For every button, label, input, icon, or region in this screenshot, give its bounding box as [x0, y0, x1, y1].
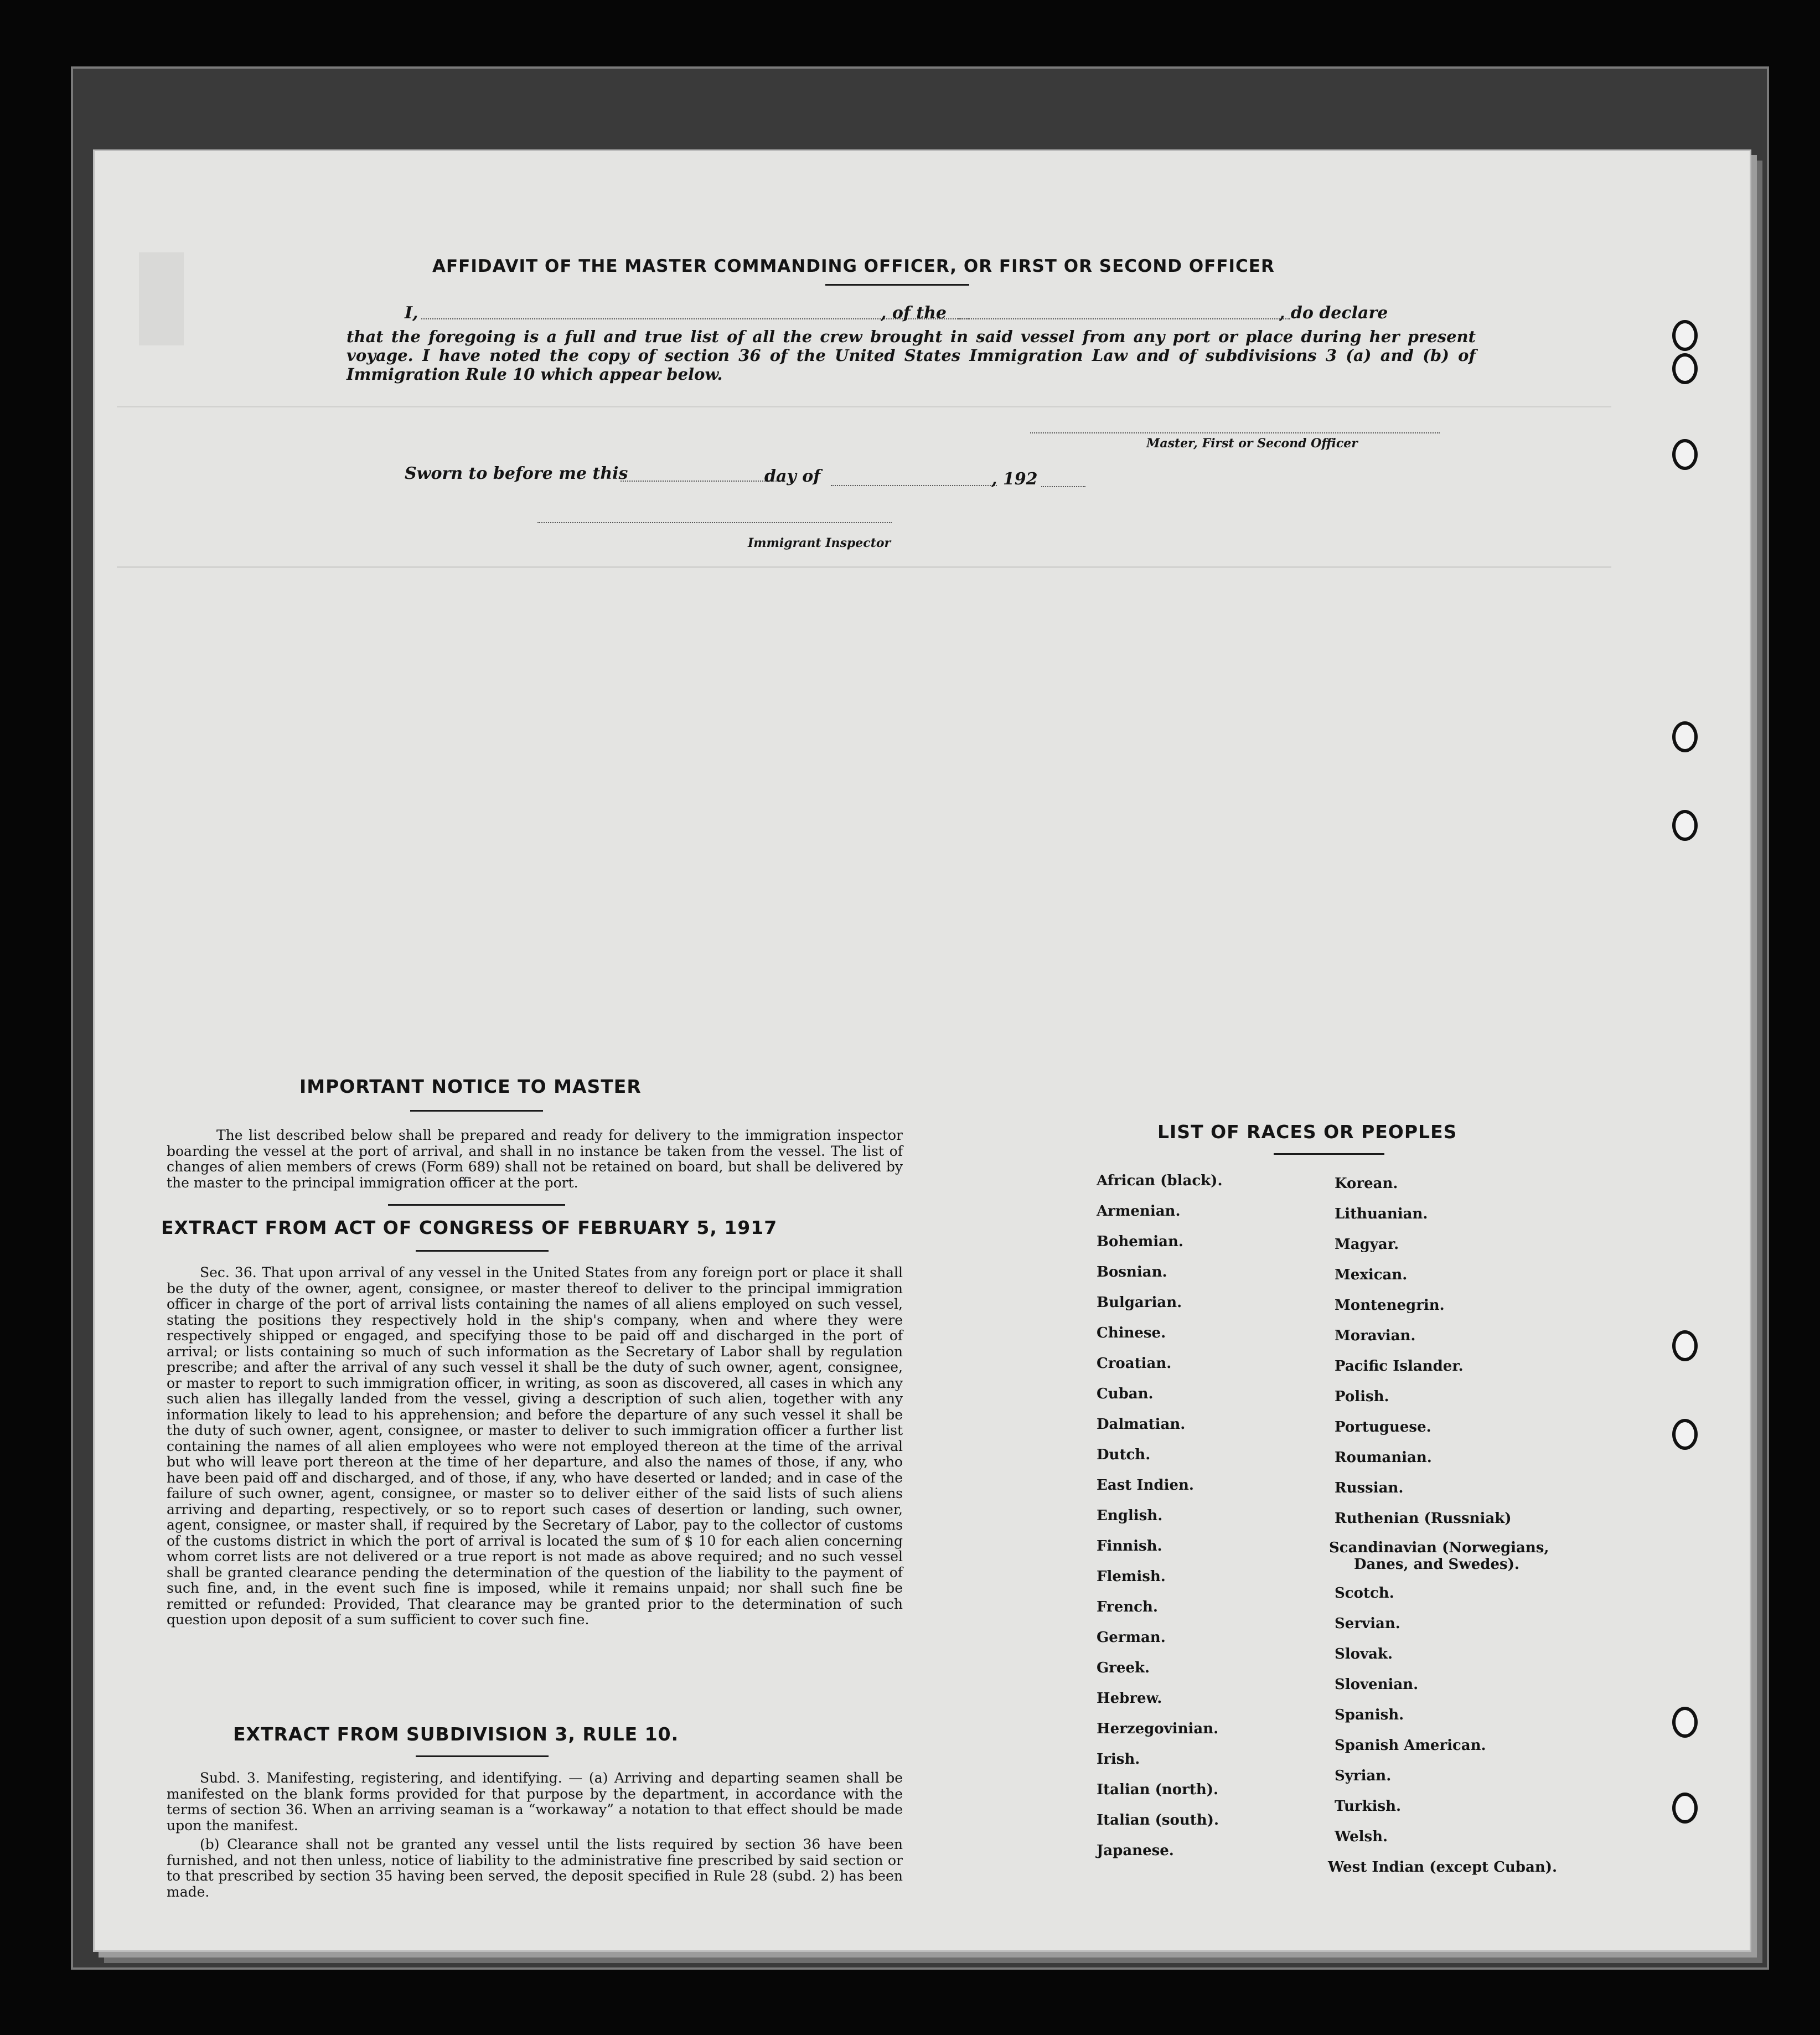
bleed-through-rule-2: [117, 566, 1611, 568]
act-title: EXTRACT FROM ACT OF CONGRESS OF FEBRUARY 5, 1917: [161, 1217, 778, 1238]
bleed-through-marks: ▮: [128, 218, 195, 359]
affidavit-body: that the foregoing is a full and true list of all the crew brought in said vessel from any port or place during her present voyage. I have noted the copy of section 36 of the United States Immigration Law and of subdivisions 3 (a) and (b) of Immigration Rule 10 which appear below.: [347, 327, 1476, 384]
act-body: Sec. 36. That upon arrival of any vessel in the United States from any foreign port or place it shall be the duty of the owner, agent, consignee, or master thereof to deliver to the principal immigration officer in charge of the port of arrival lists containing the names of all aliens employed on such vessel, stating the positions they respectively hold in the ship's company, when and where they were respectively shipped or engaged, and specifying those to be paid off and discharged in the port of arrival; or lists containing so much of such information as the Secretary of Labor shall by regulation prescribe; and after the arrival of any such vessel it shall be the duty of such owner, agent, consignee, or master to report to such immigration officer, in writing, as soon as discovered, all cases in which any such alien has illegally landed from the vessel, giving a description of such alien, together with any information likely to lead to his apprehension; and before the departure of any such vessel it shall be the duty of such owner, agent, consignee, or master to deliver to such immigration officer a further list containing the names of all alien employees who were not employed thereon at the time of the arrival but who will leave port thereon at the time of her departure, and also the names of those, if any, who have been paid off and discharged, and of those, if any, who have deserted or landed; and in case of the failure of such owner, agent, consignee, or master so to deliver either of the said lists of such aliens arriving and departing, respectively, or so to report such cases of desertion or landing, such owner, agent, consignee, or master shall, if required by the Secretary of Labor, pay to the collector of customs of the customs district in which the port of arrival is located the sum of $ 10 for each alien concerning whom corret lists are not delivered or a true report is not made as above required; and no such vessel shall be granted clearance pending the determination of the question of the liability to the payment of such fine, and, in the event such fine is imposed, while it remains unpaid; nor shall such fine be remitted or refunded: Provided, That clearance may be granted prior to the determination of such question upon deposit of a sum sufficient to cover such fine.: [167, 1264, 903, 1628]
binder-hole: [1672, 1707, 1698, 1738]
race-item: Scotch.: [1335, 1585, 1394, 1602]
race-item: Roumanian.: [1335, 1449, 1432, 1466]
races-title: LIST OF RACES OR PEOPLES: [1157, 1121, 1457, 1143]
master-signature-line[interactable]: [1030, 432, 1440, 433]
race-item: Bohemian.: [1097, 1233, 1183, 1250]
race-item: French.: [1097, 1599, 1158, 1615]
race-item: Lithuanian.: [1335, 1206, 1428, 1222]
affidavit-i: I,: [405, 303, 418, 323]
race-item: Korean.: [1335, 1175, 1398, 1192]
affidavit-title: AFFIDAVIT OF THE MASTER COMMANDING OFFICER, OR FIRST OR SECOND OFFICER: [432, 256, 1275, 276]
race-item: Flemish.: [1097, 1568, 1166, 1585]
race-item: Cuban.: [1097, 1386, 1154, 1402]
sworn-text: Sworn to before me this: [405, 464, 628, 483]
notice-end-rule: [388, 1204, 565, 1206]
race-item: Finnish.: [1097, 1538, 1162, 1554]
race-item: Chinese.: [1097, 1325, 1166, 1341]
race-item: German.: [1097, 1629, 1166, 1646]
inspector-signature-line[interactable]: [537, 522, 892, 523]
affidavit-title-rule: [825, 284, 969, 286]
notice-title-rule: [410, 1110, 543, 1112]
race-item: Dalmatian.: [1097, 1416, 1186, 1433]
race-item: Ruthenian (Russniak): [1335, 1510, 1512, 1527]
race-item: Moravian.: [1335, 1328, 1416, 1344]
race-item: Magyar.: [1335, 1236, 1399, 1253]
binder-hole: [1672, 439, 1698, 470]
race-item: Croatian.: [1097, 1355, 1172, 1372]
race-item: Welsh.: [1335, 1829, 1388, 1845]
race-item: Scandinavian (Norwegians,: [1329, 1540, 1549, 1556]
race-item: Polish.: [1335, 1388, 1389, 1405]
act-title-rule: [416, 1250, 549, 1252]
race-item: Mexican.: [1335, 1267, 1408, 1283]
race-item: Turkish.: [1335, 1798, 1402, 1815]
race-item: Spanish American.: [1335, 1737, 1486, 1754]
rule-paragraph-b: (b) Clearance shall not be granted any vessel until the lists required by section 36 have been furnished, and not then unless, notice of liability to the administrative fine prescribed by said section or to that prescribed by section 35 having been served, the deposit specified in Rule 28 (subd. 2) has been made.: [167, 1836, 903, 1900]
race-item: Japanese.: [1097, 1842, 1174, 1859]
race-item: Dutch.: [1097, 1447, 1151, 1463]
sworn-year-line[interactable]: [1041, 486, 1085, 487]
race-item: Greek.: [1097, 1660, 1150, 1676]
binder-hole: [1672, 353, 1698, 384]
race-item: Russian.: [1335, 1480, 1404, 1496]
race-item: Montenegrin.: [1335, 1297, 1445, 1314]
manifest-page: [93, 149, 1751, 1952]
affidavit-of-the: , of the: [881, 303, 947, 323]
sworn-day-line[interactable]: [621, 481, 781, 482]
notice-title: IMPORTANT NOTICE TO MASTER: [299, 1076, 642, 1097]
rule-paragraph-a: Subd. 3. Manifesting, registering, and identifying. — (a) Arriving and departing seamen shall be manifested on the blank forms provided for that purpose by the department, in accordance with the terms of section 36. When an arriving seaman is a “workaway” a notation to that effect should be made upon the manifest.: [167, 1770, 903, 1833]
race-item: Syrian.: [1335, 1768, 1392, 1784]
binder-hole: [1672, 721, 1698, 752]
vessel-name-line[interactable]: [958, 318, 1290, 319]
rule-title: EXTRACT FROM SUBDIVISION 3, RULE 10.: [233, 1723, 679, 1745]
races-title-rule: [1274, 1153, 1384, 1155]
sworn-day-of: day of: [764, 467, 821, 486]
race-item: Spanish.: [1335, 1707, 1404, 1723]
bleed-through-rule: [117, 406, 1611, 407]
race-item: Danes, and Swedes).: [1354, 1556, 1519, 1573]
race-item: African (black).: [1097, 1173, 1223, 1189]
race-item: Pacific Islander.: [1335, 1358, 1464, 1375]
notice-body: The list described below shall be prepared and ready for delivery to the immigration inspector boarding the vessel at the port of arrival, and shall in no instance be taken from the vessel. The list of changes of alien members of crews (Form 689) shall not be retained on board, but shall be delivered by the master to the principal immigration officer at the port.: [167, 1127, 903, 1191]
race-item: Bulgarian.: [1097, 1294, 1182, 1311]
rule-title-rule: [416, 1755, 549, 1757]
race-item: English.: [1097, 1507, 1163, 1524]
race-item: Italian (north).: [1097, 1781, 1219, 1798]
race-item: Bosnian.: [1097, 1264, 1167, 1280]
binder-hole: [1672, 1330, 1698, 1361]
race-item: East Indien.: [1097, 1477, 1194, 1494]
binder-hole: [1672, 1419, 1698, 1450]
master-signature-label: Master, First or Second Officer: [1146, 436, 1358, 451]
race-item: Herzegovinian.: [1097, 1721, 1219, 1737]
race-item: Hebrew.: [1097, 1690, 1162, 1707]
race-item: Slovak.: [1335, 1646, 1393, 1662]
race-item: Slovenian.: [1335, 1676, 1419, 1693]
binder-hole: [1672, 320, 1698, 351]
inspector-signature-label: Immigrant Inspector: [748, 536, 891, 550]
binder-hole: [1672, 810, 1698, 841]
sworn-year: , 192: [991, 469, 1038, 489]
race-item: Armenian.: [1097, 1203, 1181, 1220]
race-item: Servian.: [1335, 1615, 1400, 1632]
affidavit-declare: , do declare: [1279, 303, 1388, 323]
race-item: Portuguese.: [1335, 1419, 1431, 1435]
race-item: West Indian (except Cuban).: [1328, 1859, 1558, 1876]
race-item: Irish.: [1097, 1751, 1140, 1768]
binder-hole: [1672, 1793, 1698, 1824]
race-item: Italian (south).: [1097, 1812, 1219, 1829]
sworn-month-line[interactable]: [831, 485, 997, 486]
